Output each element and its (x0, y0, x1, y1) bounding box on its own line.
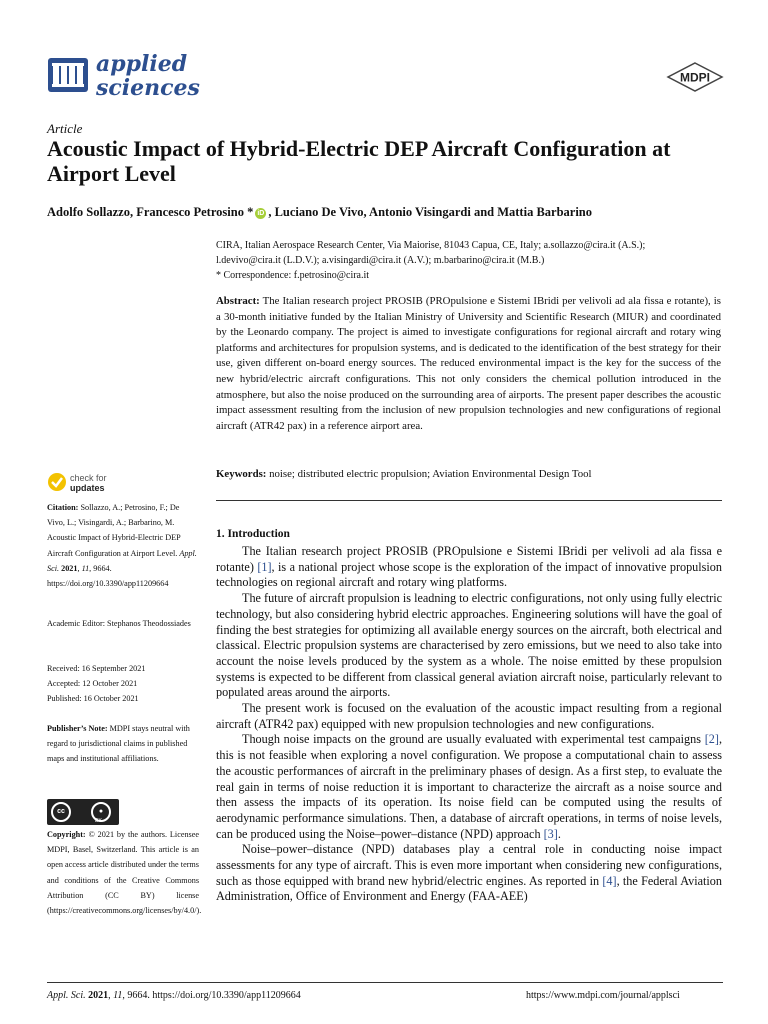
footer-journal: Appl. Sci. (47, 990, 86, 1001)
publisher-note (47, 721, 199, 767)
copyright-block (47, 827, 202, 918)
citation-block: Citation: Sollazzo, A.; Petrosino, F.; De Vivo, L.; Visingardi, A.; Barbarino, M. Acoustic Impact of Hybrid-Electric DEP Aircraft Configuration at Airport Level. Appl. Sci. 2021, 11, 9664. https://doi.org/10.3390/app11209664 (47, 503, 197, 589)
dates-block (47, 661, 199, 707)
reference-link-2[interactable]: [2] (704, 732, 719, 747)
mdpi-logo-text: MDPI (680, 70, 710, 85)
paragraph-4-text-a: Though noise impacts on the ground are usually evaluated with experimental test campaigns (242, 732, 705, 747)
cc-by-license-badge[interactable] (47, 799, 119, 825)
citation-year: 2021 (61, 563, 78, 573)
abstract-divider (216, 500, 722, 501)
check-for-updates-line2: updates (70, 483, 105, 493)
academic-editor: Academic Editor: Stephanos Theodossiades (47, 619, 191, 628)
paragraph-4-text-c: . (557, 826, 561, 841)
affiliation (216, 238, 728, 283)
authors-part-a: Adolfo Sollazzo, Francesco Petrosino * (47, 205, 254, 219)
accepted-date: Accepted: 12 October 2021 (47, 679, 138, 689)
mdpi-logo (666, 62, 724, 92)
paragraph-2: The future of aircraft propulsion is leadning to electric configurations, not only using fully electric technology, but also considering hybrid electric approaches. Engineering solutions will have the goal of finding the best strategies for optimizing all available energy sources on the aircraft, both electrical and classical. Electric propulsion systems are characterised by zero emissions, but we need to also take into account the noise levels produced by the system as a whole. The noise emitted by these propulsion systems is expected to be different from classical general aviation aircraft noise, particularly relevant to populated areas around the airports. (216, 591, 722, 700)
check-for-updates-line1: check for (70, 473, 107, 483)
footer-volume: 11 (113, 990, 123, 1001)
footer-journal-url[interactable]: https://www.mdpi.com/journal/applsci (526, 990, 680, 1001)
by-label: BY (95, 818, 102, 824)
copyright-label: Copyright: (47, 830, 86, 839)
paragraph-4 (216, 732, 722, 842)
publisher-note-text: MDPI stays neutral with regard to jurisdictional claims in published maps and institutional affiliations. (47, 724, 190, 764)
paragraph-5-text-b: , the Federal Aviation Administration, Office of Environment and Energy (FAA-AEE) (216, 873, 722, 904)
received-date: Received: 16 September 2021 (47, 664, 146, 673)
reference-link-4[interactable]: [4] (602, 873, 617, 888)
author-list (47, 205, 737, 220)
paragraph-1 (216, 544, 722, 591)
cc-icon: cc (51, 802, 71, 822)
page-title: Acoustic Impact of Hybrid-Electric DEP Aircraft Configuration at Airport Level (47, 136, 671, 186)
journal-name (96, 52, 200, 100)
paragraph-5-text-a: Noise–power–distance (NPD) databases play a central role in conducting noise impact assessments for any type of aircraft. This is even more important when considering new configurations, such as those equipped with brand new hybrid/electric engines. As reported in (216, 842, 722, 888)
citation-volume: 11 (81, 563, 90, 573)
reference-link-1[interactable]: [1] (257, 559, 272, 574)
citation-journal: Appl. Sci. (47, 548, 197, 573)
journal-name-line2: sciences (96, 75, 200, 101)
citation-doi[interactable]: , 9664. https://doi.org/10.3390/app11209664 (47, 563, 169, 589)
copyright-text: © 2021 by the authors. Licensee MDPI, Basel, Switzerland. This article is an open access article distributed under the terms and conditions of the Creative Commons Attribution (CC BY) license (https://creativecommons.org/licenses/by/4.0/). (47, 830, 202, 916)
citation-label: Citation: (47, 503, 79, 512)
orcid-icon[interactable]: iD (257, 209, 265, 217)
affiliation-line1: CIRA, Italian Aerospace Research Center, Via Maiorise, 81043 Capua, CE, Italy; a.sollazzo@cira.it (A.S.); (216, 240, 646, 251)
abstract (216, 294, 721, 434)
paragraph-3: The present work is focused on the evaluation of the acoustic impact resulting from a regional aircraft (ATR42 pax) equipped with new propulsion technologies and new configurations. (216, 701, 722, 731)
citation-text: Sollazzo, A.; Petrosino, F.; De Vivo, L.; Visingardi, A.; Barbarino, M. Acoustic Impact of Hybrid-Electric DEP Aircraft Configuration at Airport Level. (47, 503, 181, 558)
correspondence: * Correspondence: f.petrosino@cira.it (216, 270, 370, 281)
keywords (216, 467, 721, 482)
journal-name-line1: applied (96, 51, 188, 77)
footer-doi[interactable]: , 9664. https://doi.org/10.3390/app11209664 (122, 990, 301, 1001)
abstract-label: Abstract: (216, 295, 260, 307)
footer-citation: Appl. Sci. 2021, 11, 9664. https://doi.org/10.3390/app11209664 (47, 990, 301, 1001)
affiliation-line2: l.devivo@cira.it (L.D.V.); a.visingardi@cira.it (A.V.); m.barbarino@cira.it (M.B.) (216, 255, 545, 266)
check-for-updates-icon[interactable] (47, 471, 67, 493)
by-person-icon: ● (91, 802, 111, 822)
mdpi-logo-icon (666, 62, 724, 92)
keywords-label: Keywords: (216, 468, 267, 480)
abstract-text: The Italian research project PROSIB (PROpulsione e Sistemi IBridi per velivoli ad ala fissa e rotante), is a 30-month initiative funded by the Italian Ministry of University and Scientific Research (MIUR) and coordinated by the Leonardo company. The project is aimed to investigate configurations for regional aircraft and rotary wing platforms and architectures for propulsion systems, and is dedicated to the identification of the best strategy for their use, given different on-board energy sources. The reduced environmental impact is the key for the success of the new hybrid/electric aircraft configurations. This not only considers the chemical pollution introduced in the atmosphere, but also the noise produced on the surrounding area of airports. The present paper describes the acoustic impact assessment resulting from the inclusion of new propulsion technologies and new configurations of regional aircraft (ATR42 pax) in a reference airport area. (216, 295, 721, 432)
paragraph-5 (216, 842, 722, 905)
published-date: Published: 16 October 2021 (47, 694, 139, 704)
journal-logo-icon (48, 58, 88, 92)
reference-link-3[interactable]: [3] (543, 826, 558, 841)
section-heading: 1. Introduction (216, 528, 290, 540)
publisher-note-label: Publisher’s Note: (47, 724, 108, 733)
paragraph-1-text-a: The Italian research project PROSIB (PROpulsione e Sistemi IBridi per velivoli ad ala fissa e rotante) (216, 544, 722, 574)
footer-divider (47, 982, 723, 983)
paragraph-4-text-b: , this is not feasible when exploring a novel configuration. We propose a computational chain to assess the acoustic performances of aircraft in the preliminary phases of design. As a first step, to evaluate the real gain in terms of noise reduction it is important to characterize the aircraft as a noise source and then assess the impacts of its operation. Its noise field can be computed using the results of aerodynamic performance simulations. Then, a database of aircraft operations, in terms of noise levels, can be produced using the Noise–power–distance (NPD) approach (216, 732, 722, 841)
authors-part-b: , Luciano De Vivo, Antonio Visingardi and Mattia Barbarino (268, 205, 593, 219)
footer-year: 2021 (88, 990, 109, 1001)
keywords-text: noise; distributed electric propulsion; Aviation Environmental Design Tool (269, 468, 592, 480)
section-body (216, 544, 722, 905)
article-type: Article (47, 121, 83, 136)
check-for-updates[interactable] (70, 473, 107, 493)
paragraph-1-text-b: , is a national project whose scope is the exploration of the impact of innovative propulsion technologies on regional aircraft and rotary wing platforms. (216, 559, 722, 590)
